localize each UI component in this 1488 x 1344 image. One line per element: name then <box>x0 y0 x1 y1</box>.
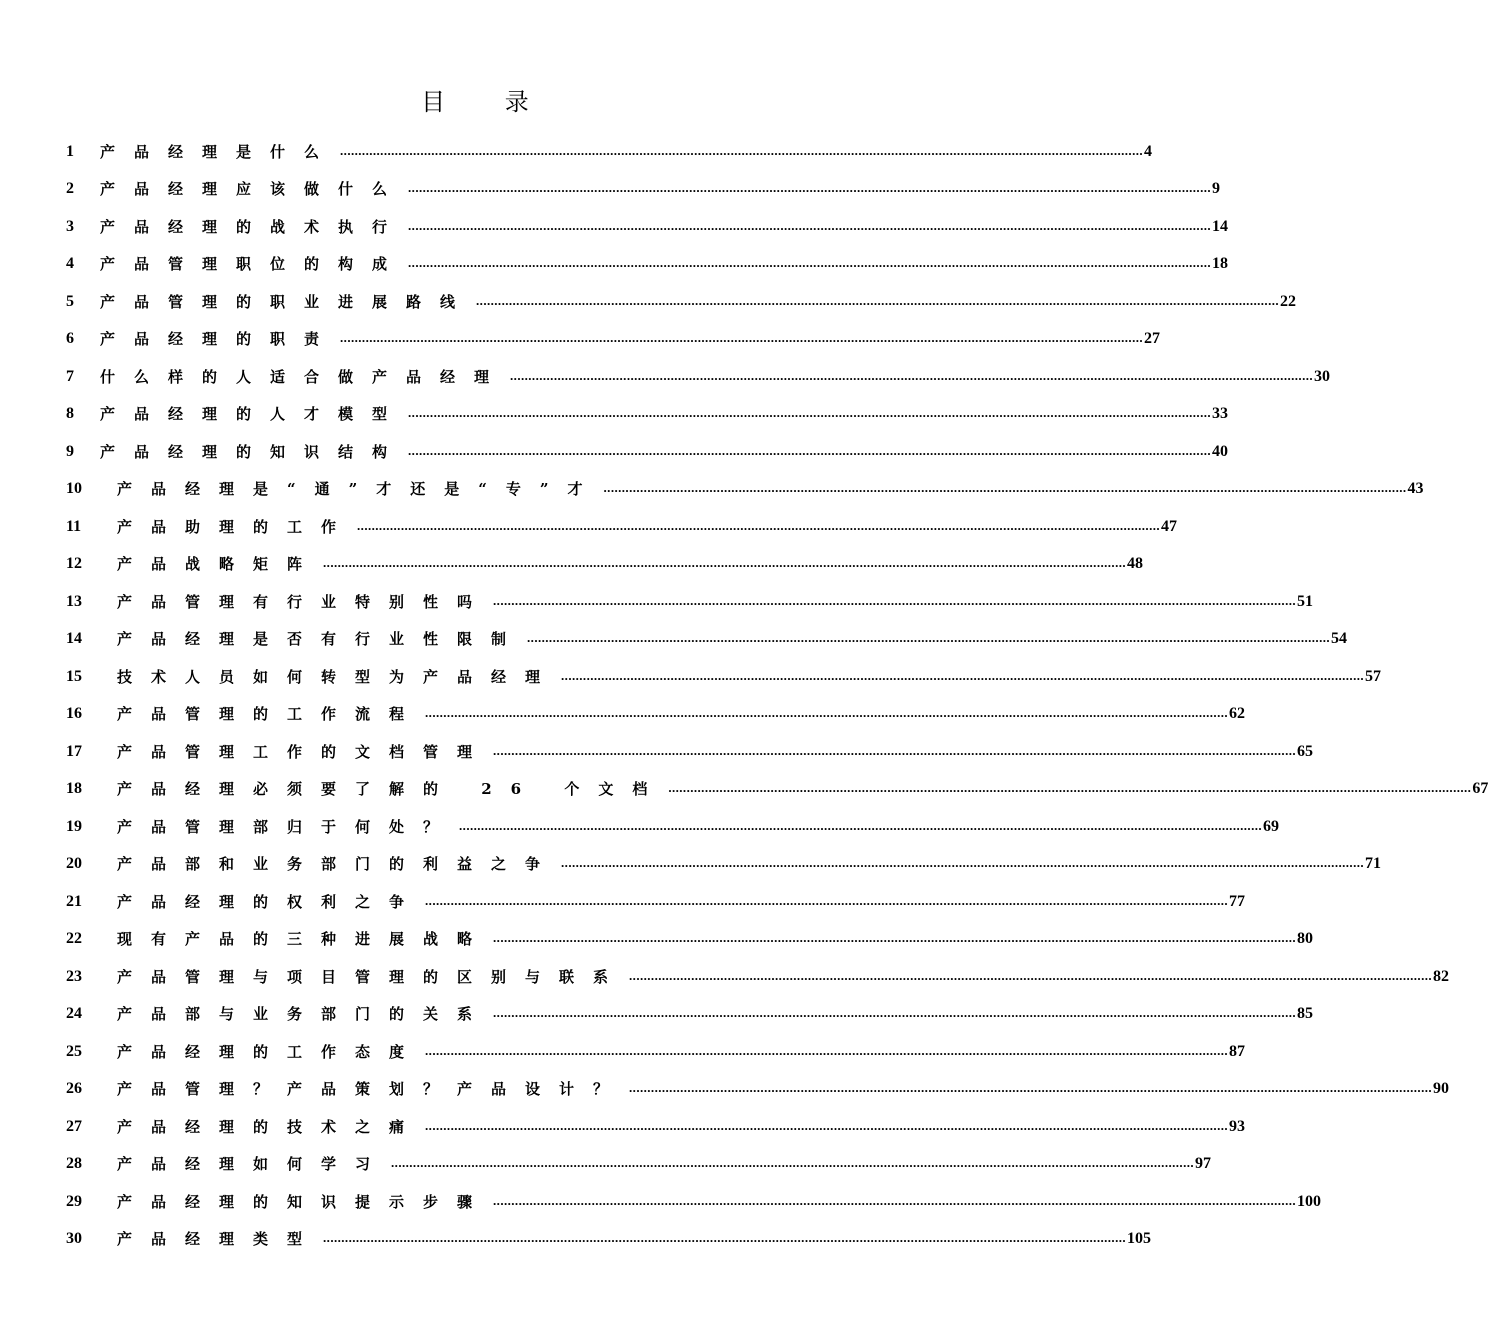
entry-title: 产品管理有行业特别性吗 <box>117 593 492 611</box>
entry-number: 5 <box>66 293 74 310</box>
toc-entry[interactable] <box>66 1116 1246 1138</box>
toc-entry[interactable] <box>66 591 1314 613</box>
entry-title: 产品经理是“通”才还是“专”才 <box>117 480 602 498</box>
toc-entry[interactable] <box>66 216 1229 238</box>
entry-number: 29 <box>66 1193 82 1210</box>
toc-entry[interactable] <box>66 178 1221 200</box>
entry-number: 15 <box>66 668 82 685</box>
dot-leader: ............................................................................................................................................................................................................................ <box>493 1005 1297 1020</box>
dot-leader: ............................................................................................................................................................................................................................ <box>668 780 1472 795</box>
entry-page-number: 85 <box>1297 1005 1314 1022</box>
entry-page-number: 67 <box>1472 780 1488 797</box>
entry-page-number: 48 <box>1127 555 1144 572</box>
dot-leader: ............................................................................................................................................................................................................................ <box>527 630 1331 645</box>
entry-title: 产品经理的战术执行 <box>100 218 407 236</box>
dot-leader: ............................................................................................................................................................................................................................ <box>323 555 1127 570</box>
entry-page-number: 97 <box>1195 1155 1212 1172</box>
entry-title: 产品经理必须要了解的 26 个文档 <box>117 780 667 798</box>
entry-number: 1 <box>66 143 74 160</box>
entry-page-number: 80 <box>1297 930 1314 947</box>
entry-title: 产品经理是否有行业性限制 <box>117 630 526 648</box>
entry-number: 16 <box>66 705 82 722</box>
entry-title: 产品管理？产品策划？产品设计？ <box>117 1080 628 1098</box>
entry-number: 23 <box>66 968 82 985</box>
entry-page-number: 4 <box>1144 143 1153 160</box>
entry-number: 28 <box>66 1155 82 1172</box>
entry-title: 产品部和业务部门的利益之争 <box>117 855 560 873</box>
toc-entry[interactable] <box>66 666 1382 688</box>
entry-number: 17 <box>66 743 82 760</box>
dot-leader: ............................................................................................................................................................................................................................ <box>340 330 1144 345</box>
entry-number: 24 <box>66 1005 82 1022</box>
entry-number: 20 <box>66 855 82 872</box>
entry-page-number: 33 <box>1212 405 1229 422</box>
dot-leader: ............................................................................................................................................................................................................................ <box>408 180 1212 195</box>
entry-page-number: 100 <box>1297 1193 1322 1210</box>
dot-leader: ............................................................................................................................................................................................................................ <box>408 405 1212 420</box>
toc-entry[interactable] <box>66 928 1314 950</box>
entry-title: 产品经理如何学习 <box>117 1155 390 1173</box>
entry-page-number: 18 <box>1212 255 1229 272</box>
entry-page-number: 105 <box>1127 1230 1152 1247</box>
toc-entry[interactable] <box>66 478 1424 500</box>
entry-number: 30 <box>66 1230 82 1247</box>
entry-page-number: 54 <box>1331 630 1348 647</box>
dot-leader: ............................................................................................................................................................................................................................ <box>459 818 1263 833</box>
toc-entry[interactable] <box>66 553 1144 575</box>
toc-entry[interactable] <box>66 1153 1212 1175</box>
dot-leader: ............................................................................................................................................................................................................................ <box>357 518 1161 533</box>
entry-page-number: 30 <box>1314 368 1331 385</box>
entry-page-number: 62 <box>1229 705 1246 722</box>
entry-title: 产品经理的权利之争 <box>117 893 424 911</box>
entry-page-number: 65 <box>1297 743 1314 760</box>
toc-entry[interactable] <box>66 1228 1152 1250</box>
entry-number: 18 <box>66 780 82 797</box>
entry-title: 产品管理工作的文档管理 <box>117 743 492 761</box>
entry-page-number: 14 <box>1212 218 1229 235</box>
entry-number: 13 <box>66 593 82 610</box>
entry-title: 产品经理应该做什么 <box>100 180 407 198</box>
entry-number: 2 <box>66 180 74 197</box>
dot-leader: ............................................................................................................................................................................................................................ <box>493 593 1297 608</box>
dot-leader: ............................................................................................................................................................................................................................ <box>391 1155 1195 1170</box>
entry-number: 11 <box>66 518 82 535</box>
entry-number: 21 <box>66 893 82 910</box>
dot-leader: ............................................................................................................................................................................................................................ <box>323 1230 1127 1245</box>
entry-number: 6 <box>66 330 74 347</box>
dot-leader: ............................................................................................................................................................................................................................ <box>603 480 1407 495</box>
toc-entry[interactable] <box>66 441 1229 463</box>
entry-title: 产品管理与项目管理的区别与联系 <box>117 968 628 986</box>
entry-title: 产品经理的知识结构 <box>100 443 407 461</box>
entry-number: 7 <box>66 368 74 385</box>
entry-title: 产品部与业务部门的关系 <box>117 1005 492 1023</box>
toc-entry[interactable] <box>66 141 1153 163</box>
toc-entry[interactable] <box>66 1191 1322 1213</box>
entry-number: 25 <box>66 1043 82 1060</box>
entry-title: 产品经理是什么 <box>100 143 339 161</box>
dot-leader: ............................................................................................................................................................................................................................ <box>476 293 1280 308</box>
entry-number: 19 <box>66 818 82 835</box>
dot-leader: ............................................................................................................................................................................................................................ <box>408 218 1212 233</box>
entry-number: 3 <box>66 218 74 235</box>
dot-leader: ............................................................................................................................................................................................................................ <box>561 855 1365 870</box>
entry-title: 产品管理部归于何处？ <box>117 818 458 836</box>
entry-title: 产品经理的技术之痛 <box>117 1118 424 1136</box>
toc-entry[interactable] <box>66 1078 1450 1100</box>
entry-page-number: 51 <box>1297 593 1314 610</box>
entry-title: 什么样的人适合做产品经理 <box>100 368 509 386</box>
entry-number: 8 <box>66 405 74 422</box>
entry-page-number: 40 <box>1212 443 1229 460</box>
entry-number: 27 <box>66 1118 82 1135</box>
dot-leader: ............................................................................................................................................................................................................................ <box>425 1043 1229 1058</box>
dot-leader: ............................................................................................................................................................................................................................ <box>510 368 1314 383</box>
dot-leader: ............................................................................................................................................................................................................................ <box>493 743 1297 758</box>
entry-page-number: 57 <box>1365 668 1382 685</box>
toc-entry[interactable] <box>66 703 1246 725</box>
entry-title: 现有产品的三种进展战略 <box>117 930 492 948</box>
dot-leader: ............................................................................................................................................................................................................................ <box>561 668 1365 683</box>
entry-page-number: 87 <box>1229 1043 1246 1060</box>
dot-leader: ............................................................................................................................................................................................................................ <box>493 1193 1297 1208</box>
dot-leader: ............................................................................................................................................................................................................................ <box>425 1118 1229 1133</box>
entry-page-number: 93 <box>1229 1118 1246 1135</box>
entry-number: 12 <box>66 555 82 572</box>
dot-leader: ............................................................................................................................................................................................................................ <box>493 930 1297 945</box>
entry-number: 26 <box>66 1080 82 1097</box>
entry-number: 22 <box>66 930 82 947</box>
entry-page-number: 27 <box>1144 330 1161 347</box>
entry-page-number: 22 <box>1280 293 1297 310</box>
entry-title: 产品经理的人才模型 <box>100 405 407 423</box>
toc-entry[interactable] <box>66 1041 1246 1063</box>
entry-page-number: 90 <box>1433 1080 1450 1097</box>
entry-title: 产品经理的知识提示步骤 <box>117 1193 492 1211</box>
entry-title: 产品管理职位的构成 <box>100 255 407 273</box>
toc-entry[interactable] <box>66 253 1229 275</box>
entry-title: 产品助理的工作 <box>117 518 356 536</box>
entry-title: 产品经理的工作态度 <box>117 1043 424 1061</box>
dot-leader: ............................................................................................................................................................................................................................ <box>629 968 1433 983</box>
toc-title: 目 录 <box>421 88 555 116</box>
entry-page-number: 82 <box>1433 968 1450 985</box>
entry-title: 产品经理的职责 <box>100 330 339 348</box>
entry-title: 产品战略矩阵 <box>117 555 322 573</box>
dot-leader: ............................................................................................................................................................................................................................ <box>629 1080 1433 1095</box>
entry-page-number: 43 <box>1407 480 1424 497</box>
entry-page-number: 77 <box>1229 893 1246 910</box>
entry-page-number: 47 <box>1161 518 1178 535</box>
entry-page-number: 9 <box>1212 180 1221 197</box>
dot-leader: ............................................................................................................................................................................................................................ <box>340 143 1144 158</box>
toc-entry[interactable] <box>66 1003 1314 1025</box>
dot-leader: ............................................................................................................................................................................................................................ <box>408 255 1212 270</box>
entry-title: 产品管理的工作流程 <box>117 705 424 723</box>
toc-entry[interactable] <box>66 853 1382 875</box>
dot-leader: ............................................................................................................................................................................................................................ <box>425 893 1229 908</box>
toc-entry[interactable] <box>66 366 1331 388</box>
dot-leader: ............................................................................................................................................................................................................................ <box>425 705 1229 720</box>
toc-entry[interactable] <box>66 891 1246 913</box>
entry-page-number: 71 <box>1365 855 1382 872</box>
toc-entry[interactable] <box>66 966 1450 988</box>
entry-title: 产品经理类型 <box>117 1230 322 1248</box>
dot-leader: ............................................................................................................................................................................................................................ <box>408 443 1212 458</box>
toc-entry[interactable] <box>66 516 1178 538</box>
entry-number: 14 <box>66 630 82 647</box>
toc-entry[interactable] <box>66 328 1161 350</box>
entry-number: 10 <box>66 480 82 497</box>
toc-entry[interactable] <box>66 291 1297 313</box>
toc-entry[interactable] <box>66 741 1314 763</box>
entry-title: 产品管理的职业进展路线 <box>100 293 475 311</box>
toc-entry[interactable] <box>66 628 1348 650</box>
entry-number: 9 <box>66 443 74 460</box>
toc-entry[interactable] <box>66 778 1488 800</box>
entry-page-number: 69 <box>1263 818 1280 835</box>
toc-entry[interactable] <box>66 816 1280 838</box>
entry-number: 4 <box>66 255 74 272</box>
entry-title: 技术人员如何转型为产品经理 <box>117 668 560 686</box>
toc-entry[interactable] <box>66 403 1229 425</box>
